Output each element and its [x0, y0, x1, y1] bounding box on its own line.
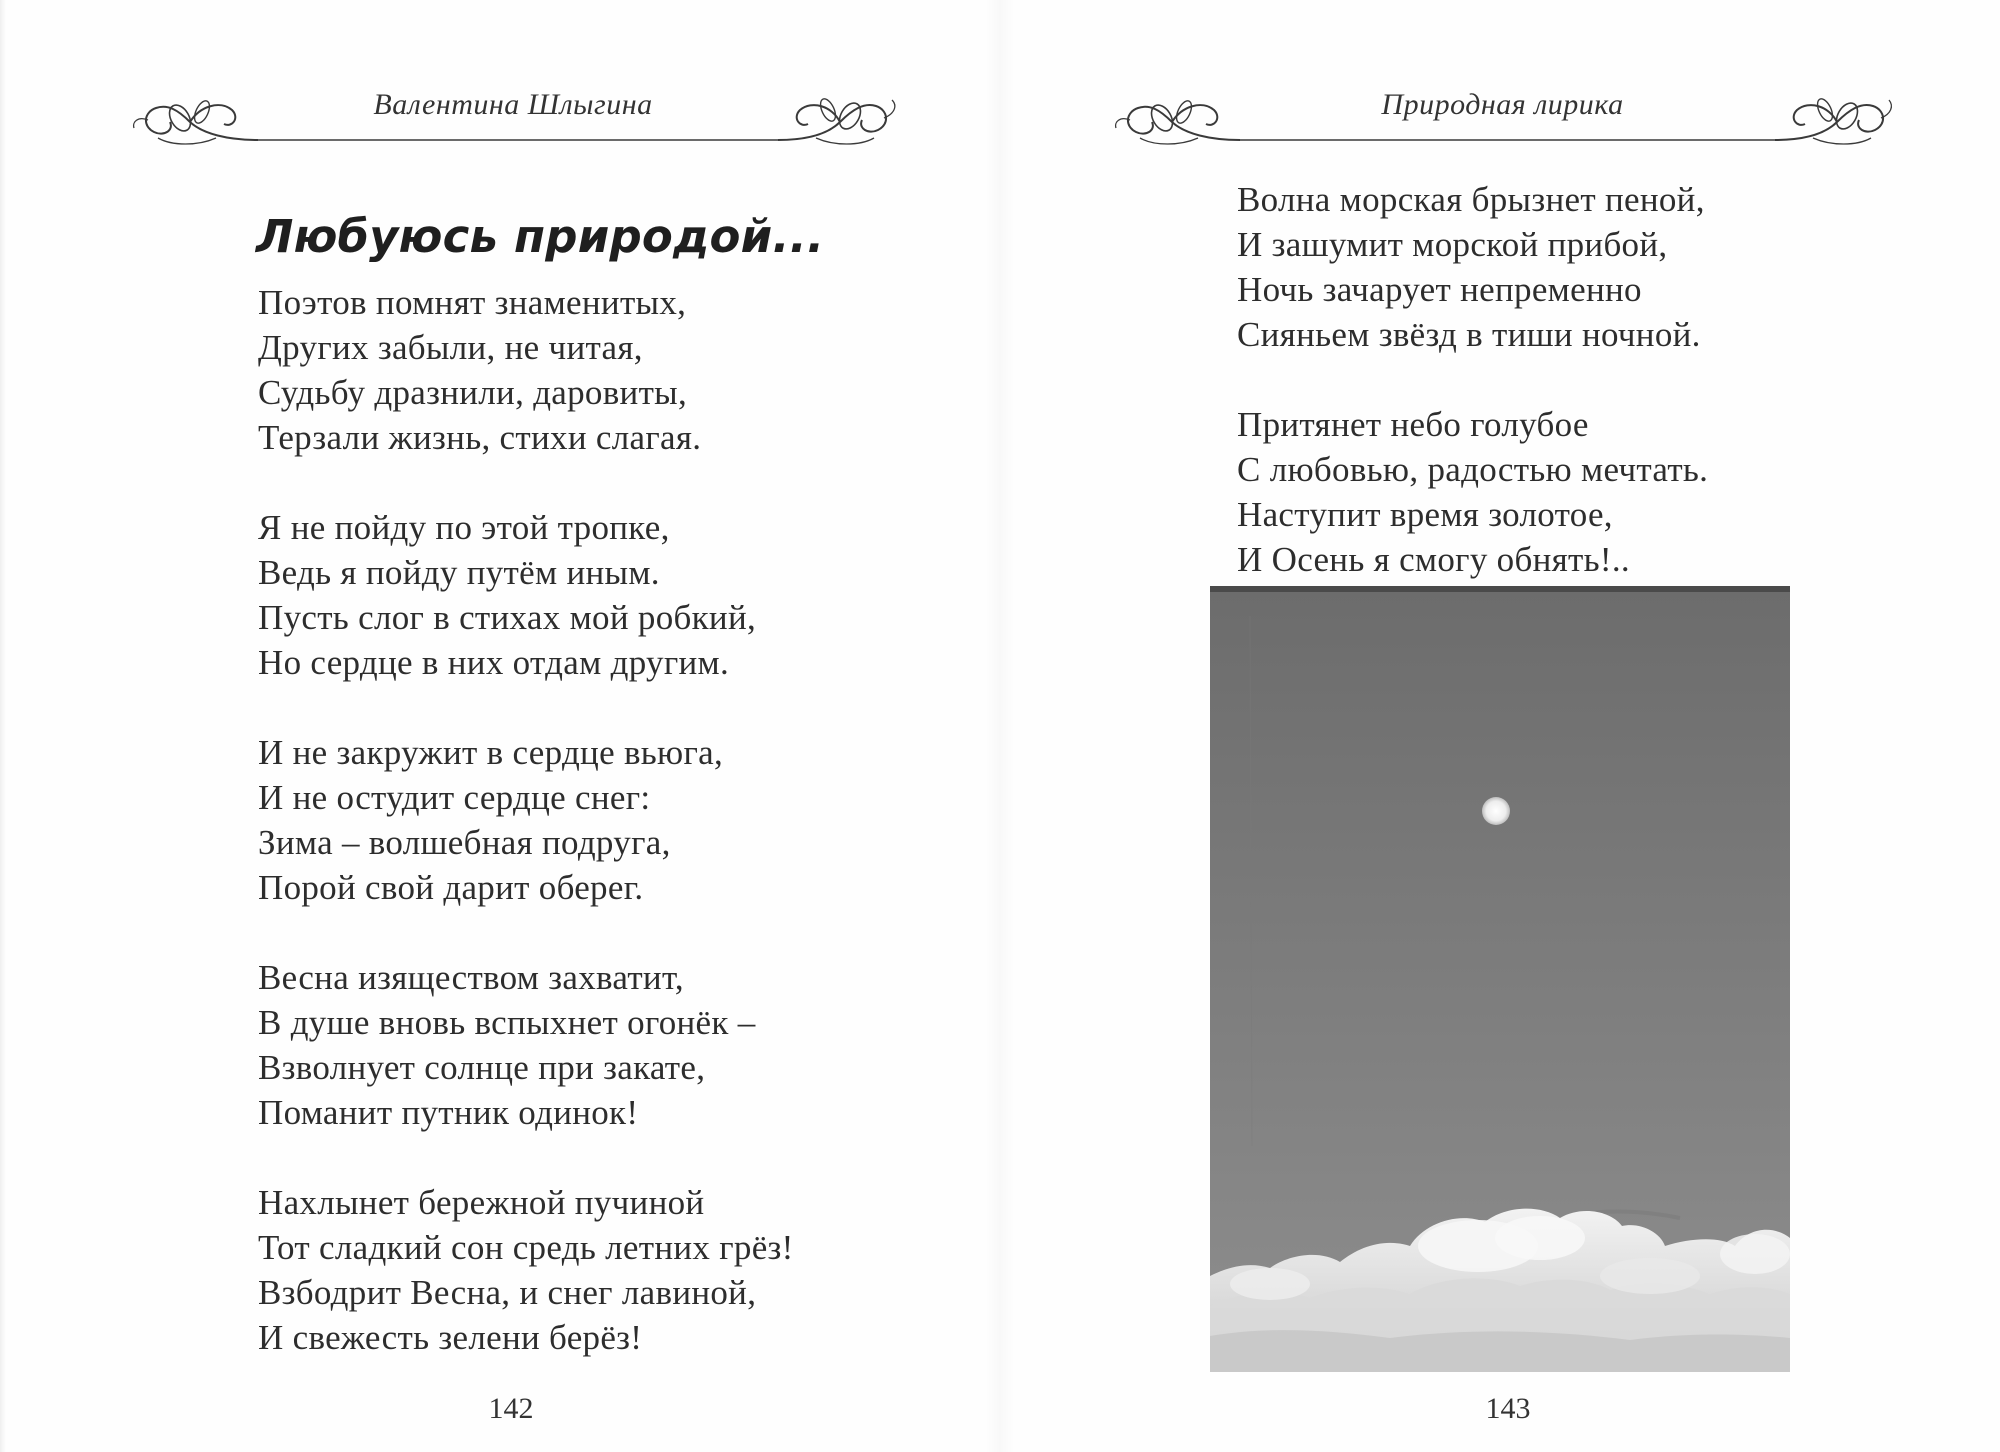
verse-line: Порой свой дарит оберег. [258, 868, 644, 907]
verse-line: Поманит путник одинок! [258, 1093, 639, 1132]
verse-line: Но сердце в них отдам другим. [258, 643, 730, 682]
verse-line: Других забыли, не читая, [258, 328, 643, 367]
page-number-left: 142 [488, 1392, 534, 1425]
right-page [1000, 0, 2000, 1452]
verse-line: И не остудит сердце снег: [258, 778, 651, 817]
page-number-right: 143 [1485, 1392, 1531, 1425]
verse-line: С любовью, радостью мечтать. [1237, 450, 1709, 489]
stanza [258, 955, 794, 1135]
verse-line: Наступит время золотое, [1237, 495, 1613, 534]
verse-line: И зашумит морской прибой, [1237, 225, 1668, 264]
running-header-title: Валентина Шлыгина [373, 88, 653, 121]
moon [1482, 797, 1510, 825]
stanza [258, 505, 794, 685]
verse-line: И Осень я смогу обнять!.. [1237, 540, 1630, 579]
verse-line: Судьбу дразнили, даровиты, [258, 373, 688, 412]
verse-line: В душе вновь вспыхнет огонёк – [258, 1003, 756, 1042]
running-header-left [128, 76, 898, 166]
verse-line: Тот сладкий сон средь летних грёз! [258, 1228, 794, 1267]
verse-line: Пусть слог в стихах мой робкий, [258, 598, 757, 637]
stanza [258, 280, 794, 460]
verse-line: Терзали жизнь, стихи слагая. [258, 418, 702, 457]
photo-illustration [1210, 586, 1790, 1372]
verse-line: И не закружит в сердце вьюга, [258, 733, 724, 772]
verse-line: Волна морская брызнет пеной, [1237, 180, 1705, 219]
poem-verses-left [258, 280, 794, 1405]
verse-line: Сияньем звёзд в тиши ночной. [1237, 315, 1701, 354]
verse-line: Ведь я пойду путём иным. [258, 553, 660, 592]
stanza [258, 730, 794, 910]
verse-line: Нахлынет бережной пучиной [258, 1183, 705, 1222]
verse-line: Взбодрит Весна, и снег лавиной, [258, 1273, 757, 1312]
verse-line: Ночь зачарует непременно [1237, 270, 1642, 309]
verse-line: Весна изяществом захватит, [258, 958, 684, 997]
verse-line: Притянет небо голубое [1237, 405, 1589, 444]
poem-verses-right [1237, 177, 1708, 627]
stanza [1237, 177, 1708, 357]
running-header-title: Природная лирика [1381, 88, 1624, 121]
verse-line: Поэтов помнят знаменитых, [258, 283, 687, 322]
running-header-right [1110, 76, 1895, 166]
verse-line: И свежесть зелени берёз! [258, 1318, 643, 1357]
moon-over-clouds-photo [1210, 586, 1790, 1372]
verse-line: Взволнует солнце при закате, [258, 1048, 706, 1087]
stanza [258, 1180, 794, 1360]
poem-title: Любуюсь природой... [256, 210, 825, 264]
verse-line: Я не пойду по этой тропке, [258, 508, 670, 547]
stanza [1237, 402, 1708, 582]
verse-line: Зима – волшебная подруга, [258, 823, 671, 862]
